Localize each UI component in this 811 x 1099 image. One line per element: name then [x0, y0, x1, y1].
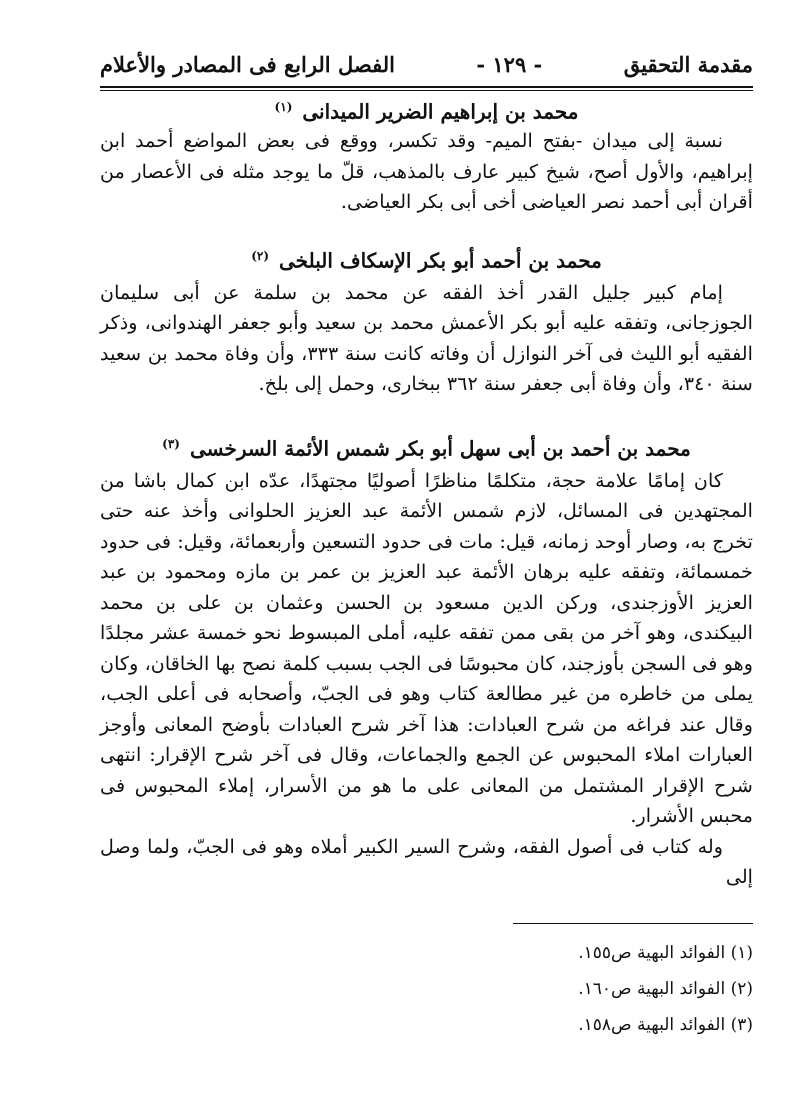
entry-2-footnote-ref: (٢) [251, 248, 270, 263]
footnote-1: (١) الفوائد البهية ص١٥٥. [578, 943, 753, 963]
entry-2-title-text: محمد بن أحمد أبو بكر الإسكاف البلخى [279, 248, 602, 273]
running-header [100, 40, 753, 88]
entry-3-title-block [100, 400, 753, 466]
header-right-title: مقدمة التحقيق [623, 51, 753, 77]
entry-2-title [251, 239, 602, 278]
footnote-rule [513, 923, 753, 924]
page-number: - ١٢٩ - [476, 51, 543, 77]
entry-1-paragraph: نسبة إلى ميدان -بفتح الميم- وقد تكسر، ووقع فى بعض المواضع أحمد ابن إبراهيم، والأول أصح، شيخ كبير عارف بالمذهب، قلّ ما يوجد مثله فى الأعصار من أقران أبى أحمد نصر العياضى أخى أبى بكر العياضى. [100, 129, 753, 213]
entry-1-title-text: محمد بن إبراهيم الضرير الميدانى [302, 99, 579, 124]
entry-3-footnote-ref: (٣) [162, 436, 180, 451]
entry-3-title-text: محمد بن أحمد بن أبى سهل أبو بكر شمس الأئمة السرخسى [189, 436, 691, 461]
entry-1-title [100, 88, 753, 131]
footnote-3: (٣) الفوائد البهية ص١٥٨. [578, 1015, 753, 1035]
entry-2-paragraph: إمام كبير جليل القدر أخذ الفقه عن محمد بن سلمة عن أبى سليمان الجوزجانى، وتفقه عليه أبو بكر الأعمش محمد بن سعيد وأبو جعفر الهندوانى، وذكر الفقيه أبو الليث فى آخر النوازل أن وفاته كانت سنة ٣٣٣، وأن وفاة محمد بن سعيد سنة ٣٤٠، وأن وفاة أبى جعفر سنة ٣٦٢ ببخارى، وحمل إلى بلخ. [100, 280, 753, 395]
entry-3-paragraph-2: وله كتاب فى أصول الفقه، وشرح السير الكبير أملاه وهو فى الجبّ، ولما وصل إلى [100, 834, 753, 888]
footnotes [353, 935, 753, 1043]
entry-2-title-block [100, 218, 753, 278]
entry-3-paragraph-1: كان إمامًا علامة حجة، متكلمًا مناظرًا أصوليًا مجتهدًا، عدّه ابن كمال باشا من المجتهدين فى المسائل، لازم شمس الأئمة عبد العزيز الحلوانى وأخذ عنه حتى تخرج به، وصار أوحد زمانه، قيل: مات فى حدود التسعين وأربعمائة، وقيل: فى حدود خمسمائة، وتفقه عليه برهان الأئمة عبد العزيز بن عمر بن مازه ومحمود بن عبد العزيز الأوزجندى، وركن الدين مسعود بن الحسن وعثمان بن على بن محمد البيكندى، وهو آخر من بقى ممن تفقه عليه، أملى المبسوط نحو خمسة عشر مجلدًا وهو فى السجن بأوزجند، كان محبوسًا فى الجب بسبب كلمة نصح بها الخاقان، وكان يملى من خاطره من غير مطالعة كتاب وهو فى الجبّ، وأصحابه فى أعلى الجب، وقال عند فراغه من شرح العبادات: هذا آخر شرح العبادات بأوضح المعانى وأوجز العبارات املاء المحبوس عن الجمع والجماعات، وقال فى آخر شرح الإقرار: انتهى شرح الإقرار المشتمل من المعانى على ما هو من الأسرار، إملاء المحبوس فى محبس الأشرار. [100, 468, 753, 827]
entry-1-footnote-ref: (١) [274, 100, 293, 114]
entry-1-title-block [100, 88, 753, 126]
header-left-title: الفصل الرابع فى المصادر والأعلام [100, 51, 395, 77]
main-content [100, 88, 753, 893]
footnote-2: (٢) الفوائد البهية ص١٦٠. [578, 979, 753, 999]
entry-3-title [162, 427, 691, 466]
